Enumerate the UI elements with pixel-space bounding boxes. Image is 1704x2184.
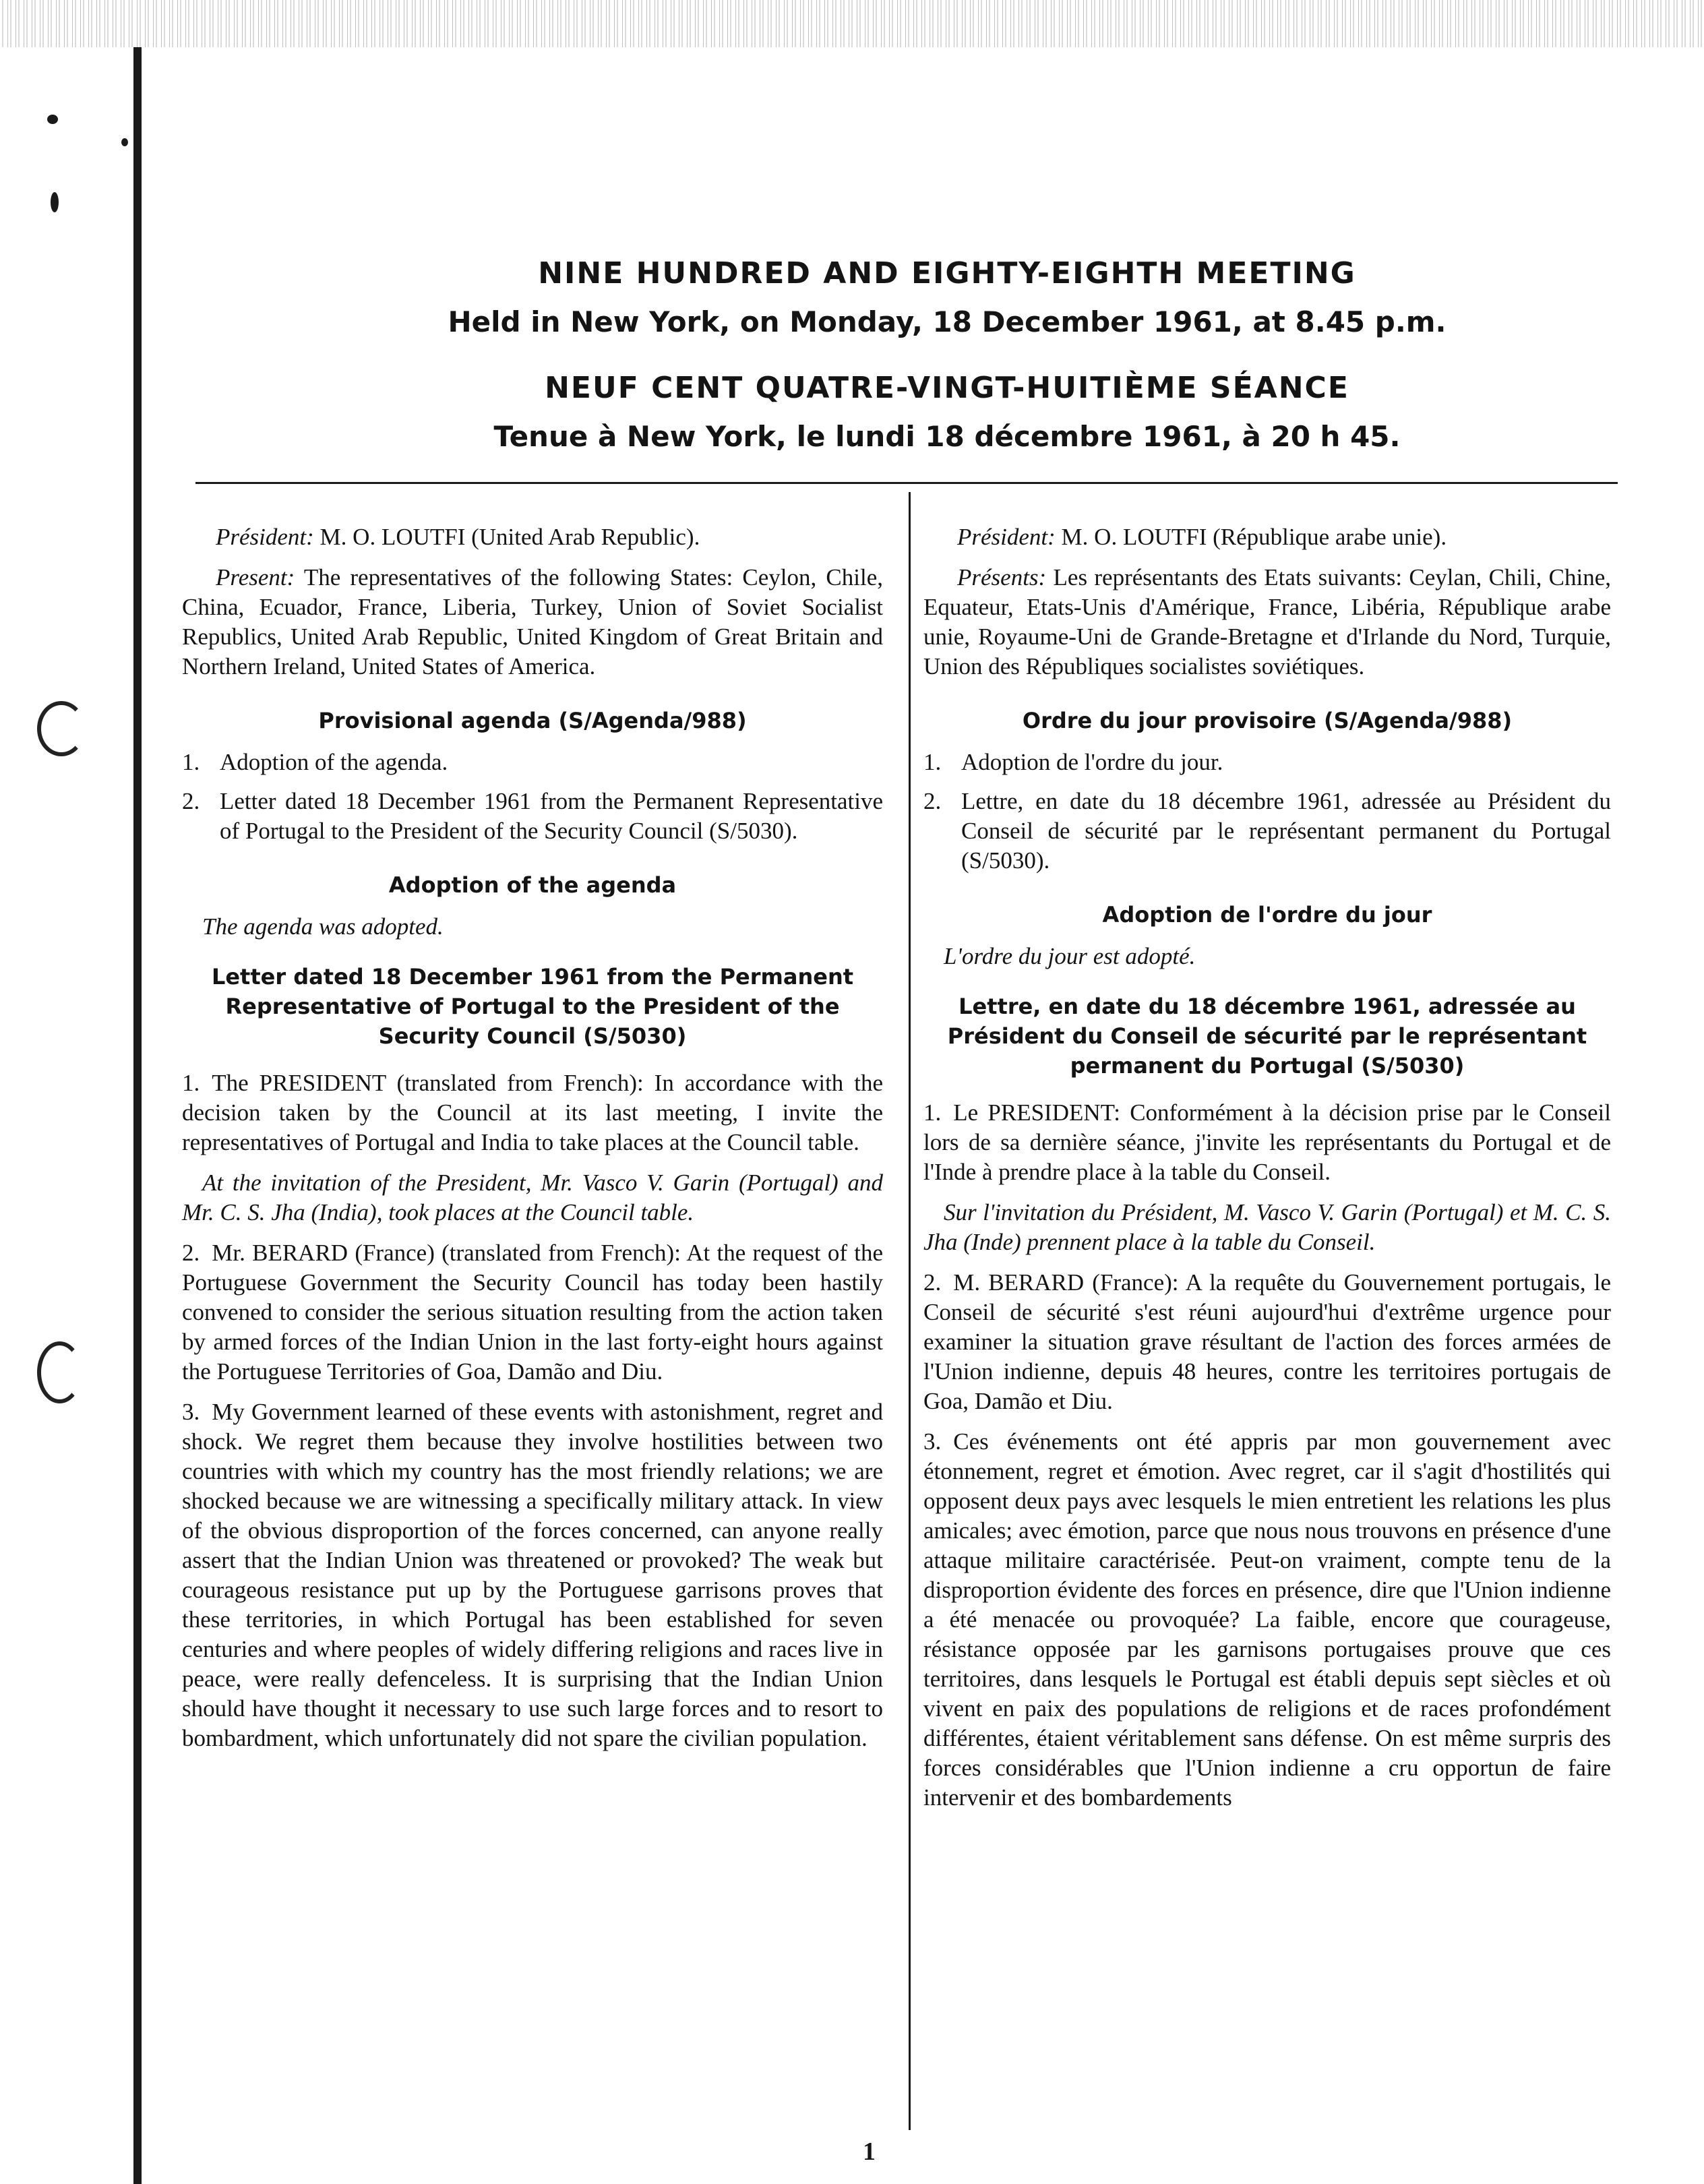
agenda-item <box>182 748 883 777</box>
letter-heading: Lettre, en date du 18 décembre 1961, adressée au Président du Conseil de sécurité par le représentant permanent du Portugal (S/5030) <box>947 994 1587 1079</box>
ink-speck <box>51 192 59 212</box>
present-text: Les représentants des Etats suivants: Ceylan, Chili, Chine, Equateur, Etats-Unis d'Amérique, France, Libéria, République arabe unie, Royaume-Uni de Grande-Bretagne et d'Irlande du Nord, Turquie, Union des Républiques socialistes soviétiques. <box>923 564 1612 679</box>
paragraph-text: Mr. BERARD (France) (translated from French): At the request of the Portuguese Government the Security Council has today been hastily convened to consider the serious situation resulting from the action taken by armed forces of the Indian Union in the last forty-eight hours against the Portuguese Territories of Goa, Damão and Diu. <box>182 1240 883 1385</box>
president-text: M. O. LOUTFI (République arabe unie). <box>1061 524 1447 550</box>
paragraph <box>923 1427 1611 1813</box>
paragraph-number: 3. <box>182 1399 200 1425</box>
agenda-item <box>182 787 883 846</box>
agenda-list <box>923 748 1611 876</box>
agenda-heading: Ordre du jour provisoire (S/Agenda/988) <box>1022 708 1513 733</box>
page-number: 1 <box>863 2137 876 2166</box>
paragraph <box>182 1397 883 1753</box>
paragraph-text: My Government learned of these events with astonishment, regret and shock. We regret them because they involve hostilities between two countries with which my country has the most friendly relations; we are shocked because we are witnessing a specifically military attack. In view of the obvious disproportion of the forces concerned, can anyone really assert that the Indian Union was threatened or provoked? The weak but courageous resistance put up by the Portuguese garrisons proves that these territories, in which Portugal has been established for seven centuries and where peoples of widely differing religions and races live in peace, were really defenceless. It is surprising that the Indian Union should have thought it necessary to use such large forces and to resort to bombardment, which unfortunately did not spare the civilian population. <box>182 1399 883 1751</box>
paragraph <box>923 1268 1611 1416</box>
meeting-title-english: NINE HUNDRED AND EIGHTY-EIGHTH MEETING <box>538 256 1356 291</box>
agenda-heading: Provisional agenda (S/Agenda/988) <box>318 708 747 733</box>
present-text: The representatives of the following States: Ceylon, Chile, China, Ecuador, France, Liberia, Turkey, Union of Soviet Socialist Republics, United Arab Republic, United Kingdom of Great Britain and Northern Ireland, United States of America. <box>182 564 883 679</box>
binding-margin-line <box>133 47 142 2184</box>
paragraph <box>182 1068 883 1157</box>
invitation-note: At the invitation of the President, Mr. Vasco V. Garin (Portugal) and Mr. C. S. Jha (India), took places at the Council table. <box>182 1170 883 1225</box>
paragraph <box>182 1238 883 1387</box>
present-line <box>182 563 883 681</box>
president-label: Président: <box>957 524 1056 550</box>
paragraph <box>923 1098 1611 1187</box>
adoption-text: The agenda was adopted. <box>202 913 444 940</box>
meeting-subtitle-french: Tenue à New York, le lundi 18 décembre 1961, à 20 h 45. <box>493 420 1401 453</box>
adoption-heading: Adoption de l'ordre du jour <box>1102 902 1432 928</box>
adoption-heading: Adoption of the agenda <box>388 872 677 898</box>
paragraph-text: The PRESIDENT (translated from French): In accordance with the decision taken by the Council at its last meeting, I invite the representatives of Portugal and India to take places at the Council table. <box>182 1070 883 1155</box>
agenda-item-number: 1. <box>182 749 200 775</box>
paragraph-text: Le PRESIDENT: Conformément à la décision prise par le Conseil lors de sa dernière séance, j'invite les représentants du Portugal et de l'Inde à prendre place à la table du Conseil. <box>923 1099 1611 1185</box>
present-label: Present: <box>216 564 295 590</box>
adoption-text: L'ordre du jour est adopté. <box>944 943 1196 969</box>
letter-heading: Letter dated 18 December 1961 from the Permanent Representative of Portugal to the President of the Security Council (S/5030) <box>211 964 854 1049</box>
scan-top-edge <box>0 0 1704 47</box>
punch-hole-mark <box>37 701 86 756</box>
paragraph-number: 3. <box>923 1428 942 1455</box>
agenda-list <box>182 748 883 846</box>
punch-hole-mark <box>37 1341 82 1403</box>
agenda-item-text: Lettre, en date du 18 décembre 1961, adressée au Président du Conseil de sécurité par le représentant permanent du Portugal (S/5030). <box>961 788 1611 874</box>
paragraph-number: 1. <box>182 1070 200 1096</box>
agenda-item-number: 1. <box>923 749 942 775</box>
agenda-item-text: Adoption of the agenda. <box>220 749 448 775</box>
ink-speck <box>121 138 128 146</box>
president-line <box>923 522 1611 552</box>
president-text: M. O. LOUTFI (United Arab Republic). <box>320 524 700 550</box>
meeting-header <box>195 256 1618 453</box>
column-divider <box>909 492 911 2130</box>
president-label: Président: <box>216 524 314 550</box>
agenda-item-text: Letter dated 18 December 1961 from the Permanent Representative of Portugal to the President of the Security Council (S/5030). <box>220 788 883 844</box>
english-column <box>182 522 883 1764</box>
agenda-item-number: 2. <box>923 788 942 814</box>
agenda-item <box>923 787 1611 876</box>
president-line <box>182 522 883 552</box>
header-rule <box>195 482 1618 484</box>
french-column <box>923 522 1611 1823</box>
paragraph-number: 2. <box>923 1269 942 1296</box>
ink-speck <box>47 115 58 124</box>
paragraph-text: M. BERARD (France): A la requête du Gouvernement portugais, le Conseil de sécurité s'est réuni aujourd'hui d'extrême urgence pour examiner la situation grave résultant de l'action des forces armées de l'Union indienne, depuis 48 heures, contre les territoires portugais de Goa, Damão et Diu. <box>923 1269 1611 1414</box>
agenda-item-number: 2. <box>182 788 200 814</box>
paragraph-text: Ces événements ont été appris par mon gouvernement avec étonnement, regret et émotion. Avec regret, car il s'agit d'hostilités qui opposent deux pays avec lesquels le mien entretient les relations les plus amicales; avec émotion, parce que nous nous trouvons en présence d'une attaque militaire caractérisée. Peut-on vraiment, compte tenu de la disproportion évidente des forces en présence, dire que l'Union indienne a été menacée ou provoquée? La faible, encore que courageuse, résistance opposée par les garnisons portugaises prouve que ces territoires, dans lesquels le Portugal est établi depuis sept siècles et où vivent en paix des populations de religions et de races profondément différentes, étaient véritablement sans défense. On est même surpris des forces considérables que l'Union indienne a cru opportun de faire intervenir et des bombardements <box>923 1428 1611 1811</box>
meeting-title-french: NEUF CENT QUATRE-VINGT-HUITIÈME SÉANCE <box>545 371 1349 405</box>
agenda-item <box>923 748 1611 777</box>
meeting-subtitle-english: Held in New York, on Monday, 18 December 1961, at 8.45 p.m. <box>448 305 1447 338</box>
invitation-note: Sur l'invitation du Président, M. Vasco V. Garin (Portugal) et M. C. S. Jha (Inde) prennent place à la table du Conseil. <box>923 1199 1611 1255</box>
present-label: Présents: <box>957 564 1047 590</box>
agenda-item-text: Adoption de l'ordre du jour. <box>961 749 1223 775</box>
paragraph-number: 1. <box>923 1099 942 1126</box>
present-line <box>923 563 1611 681</box>
paragraph-number: 2. <box>182 1240 200 1266</box>
